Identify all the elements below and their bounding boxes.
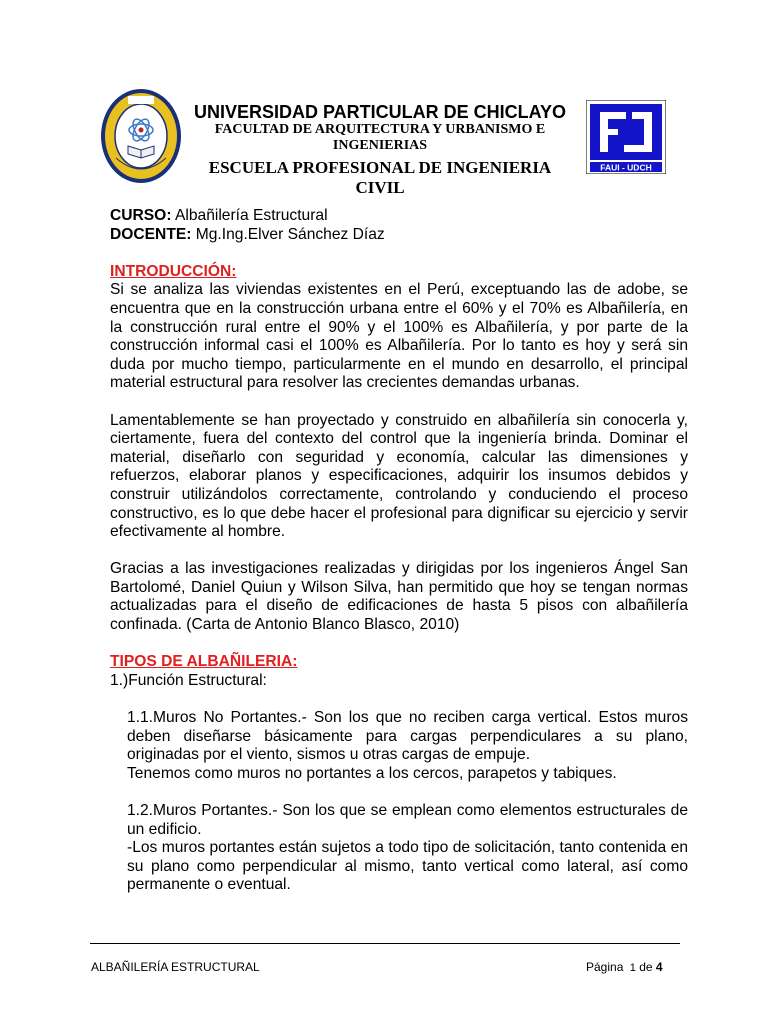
intro-paragraph-2: Lamentablemente se han proyectado y construido en albañilería sin conocerla y, ciertamente, fuera del contexto del control que la ingeniería brinda. Dominar el material, diseñarlo con seguridad y economía, calcular las dimensiones y refuerzos, elaborar planos y especificaciones, adquirir los insumos debidos y construir utilizándolos correctamente, controlando y conduciendo el proceso constructivo, es lo que debe hacer el profesional para dignificar su ejercicio y servir efectivamente al hombre. xyxy=(110,411,688,541)
document-header xyxy=(100,88,672,198)
teacher-line xyxy=(110,226,688,245)
non-load-bearing-examples: Tenemos como muros no portantes a los cercos, parapetos y tabiques. xyxy=(127,764,617,782)
non-load-bearing-walls-section xyxy=(110,709,688,783)
total-pages: 4 xyxy=(655,960,663,974)
faculty-name: FACULTAD DE ARQUITECTURA Y URBANISMO E INGENIERIAS xyxy=(214,122,546,153)
faui-logo-caption: FAUI - UDCH xyxy=(600,162,652,173)
course-value: Albañilería Estructural xyxy=(171,207,328,224)
load-bearing-detail: -Los muros portantes están sujetos a todo tipo de solicitación, tanto contenida en su plano como perpendicular al mismo, tanto vertical como lateral, así como permanente o eventual. xyxy=(127,839,688,894)
page-label: Página xyxy=(586,960,624,974)
university-name: UNIVERSIDAD PARTICULAR DE CHICLAYO xyxy=(193,102,567,122)
header-titles xyxy=(188,102,572,198)
teacher-label: DOCENTE: xyxy=(110,225,192,243)
course-label: CURSO: xyxy=(110,207,172,224)
footer-divider xyxy=(90,943,680,944)
footer-course-title: ALBAÑILERÍA ESTRUCTURAL xyxy=(91,960,260,974)
document-body xyxy=(110,207,688,895)
school-name: ESCUELA PROFESIONAL DE INGENIERIA CIVIL xyxy=(208,158,552,197)
non-load-bearing-paragraph: 1.1.Muros No Portantes.- Son los que no reciben carga vertical. Estos muros deben diseñarse básicamente para cargas perpendiculares a su plano, originadas por el viento, sismos u otras cargas de empuje. xyxy=(127,709,688,764)
teacher-value: Mg.Ing.Elver Sánchez Díaz xyxy=(191,225,385,243)
current-page: 1 xyxy=(629,962,636,974)
types-heading: TIPOS DE ALBAÑILERIA: xyxy=(110,653,298,671)
intro-paragraph-1: Si se analiza las viviendas existentes en el Perú, exceptuando las de adobe, se encuentra que en la construcción urbana entre el 60% y el 70% es Albañilería, en la construcción rural entre el 90% y el 100% es Albañilería, y por parte de la construcción informal casi el 100% es Albañilería. Por lo tanto es hoy y será sin duda por mucho tiempo, particularmente en el mundo en desarrollo, el principal material estructural para resolver las crecientes demandas urbanas. xyxy=(110,281,688,392)
of-label: de xyxy=(639,960,653,974)
course-line xyxy=(110,207,688,226)
introduction-heading: INTRODUCCIÓN: xyxy=(110,262,237,280)
types-item-1: 1.)Función Estructural: xyxy=(110,671,267,689)
load-bearing-paragraph: 1.2.Muros Portantes.- Son los que se emplean como elementos estructurales de un edificio. xyxy=(127,802,688,838)
intro-paragraph-3: Gracias a las investigaciones realizadas y dirigidas por los ingenieros Ángel San Bartolomé, Daniel Quiun y Wilson Silva, han permitido que hoy se tengan normas actualizadas para el diseño de edificaciones de hasta 5 pisos con albañilería confinada. (Carta de Antonio Blanco Blasco, 2010) xyxy=(110,560,688,634)
load-bearing-walls-section xyxy=(110,802,688,895)
university-seal-logo xyxy=(100,88,182,184)
footer-page-number xyxy=(586,960,663,974)
faui-udch-logo xyxy=(586,100,666,174)
